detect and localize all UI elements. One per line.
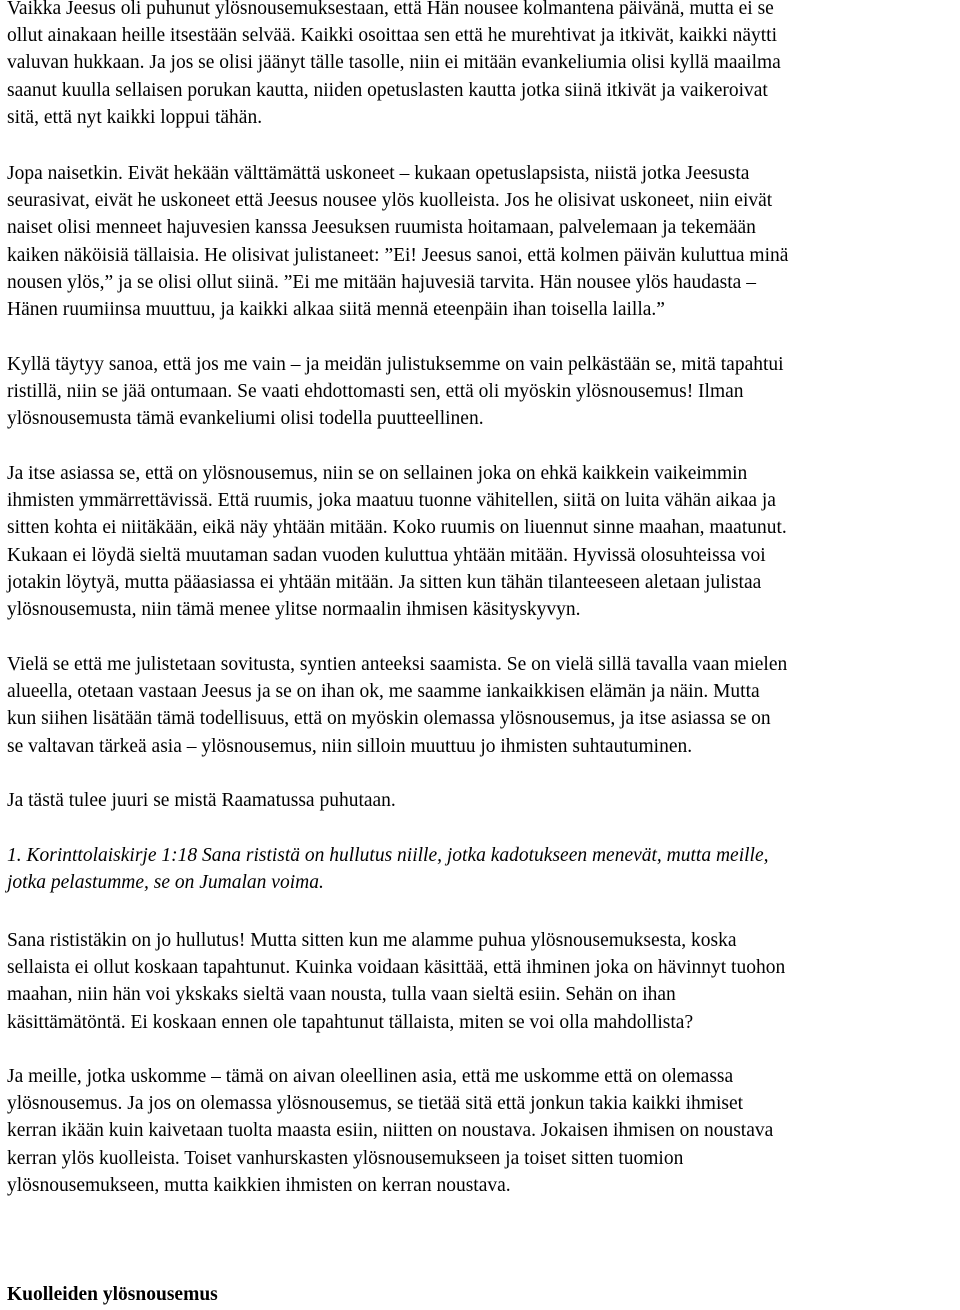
section-heading: Kuolleiden ylösnousemus: [7, 1284, 218, 1305]
paragraph-9: Ja meille, jotka uskomme – tämä on aivan oleellinen asia, että me uskomme että on olemassa ylösnousemus. Ja jos on olemassa ylösnousemus, se tietää sitä että jonkun takia kaikki ihmiset kerran ikään kuin kaivetaan tuolta maasta esiin, niitten on noustava. Jokaisen ihmisen on noustava kerran ylös kuolleista. Toiset vanhurskasten ylösnousemukseen ja toiset sitten tuomion ylösnousemukseen, mutta kaikkien ihmisten on kerran noustava.: [7, 1066, 774, 1196]
paragraph-6: Ja tästä tulee juuri se mistä Raamatussa puhutaan.: [7, 790, 396, 811]
paragraph-3: Kyllä täytyy sanoa, että jos me vain – ja meidän julistuksemme on vain pelkästään se, mitä tapahtui ristillä, niin se jää ontumaan. Se vaati ehdottomasti sen, että oli myöskin ylösnousemus! Ilman ylösnousemusta tämä evankeliumi olisi todella puutteellinen.: [7, 354, 784, 430]
paragraph-5: Vielä se että me julistetaan sovitusta, syntien anteeksi saamista. Se on vielä sillä tavalla vaan mielen alueella, otetaan vastaan Jeesus ja se on ihan ok, me saamme iankaikkisen elämän ja näin. Mutta kun siihen lisätään tämä todellisuus, että on myöskin olemassa ylösnousemus, ja itse asiassa se on se valtavan tärkeä asia – ylösnousemus, niin silloin muuttuu jo ihmisten suhtautuminen.: [7, 654, 788, 757]
paragraph-2: Jopa naisetkin. Eivät hekään välttämättä uskoneet – kukaan opetuslapsista, niistä jotka Jeesusta seurasivat, eivät he uskoneet että Jeesus nousee ylös kuolleista. Jos he olisivat uskoneet, niin eivät naiset olisi menneet hajuvesien kanssa Jeesuksen ruumista hoitamaan, palvelemaan ja tekemään kaiken näköisiä tällaisia. He olisivat julistaneet: ”Ei! Jeesus sanoi, että kolmen päivän kuluttua minä nousen ylös,” ja se olisi ollut siinä. ”Ei me mitään hajuvesiä tarvita. Hän nousee ylös haudasta – Hänen ruumiinsa muuttuu, ja kaikki alkaa siitä mennä eteenpäin ihan toisella lailla.”: [7, 163, 789, 321]
paragraph-4: Ja itse asiassa se, että on ylösnousemus, niin se on sellainen joka on ehkä kaikkein vaikeimmin ihmisten ymmärrettävissä. Että ruumis, joka maatuu tuonne vähitellen, siitä on luita vähän aikaa ja sitten kohta ei niitäkään, eikä näy yhtään mitään. Koko ruumis on liuennut sinne maahan, maatunut. Kukaan ei löydä sieltä muutaman sadan vuoden kuluttua yhtään mitään. Hyvissä olosuhteissa voi jotakin löytyä, mutta pääasiassa ei yhtään mitään. Ja sitten kun tähän tilanteeseen aletaan julistaa ylösnousemusta, niin tämä menee ylitse normaalin ihmisen käsityskyvyn.: [7, 463, 787, 621]
paragraph-8: Sana rististäkin on jo hullutus! Mutta sitten kun me alamme puhua ylösnousemuksesta, koska sellaista ei ollut koskaan tapahtunut. Kuinka voidaan käsittää, että ihminen joka on hävinnyt tuohon maahan, niin hän voi ykskaks sieltä vaan nousta, tulla vaan sieltä esiin. Sehän on ihan käsittämätöntä. Ei koskaan ennen ole tapahtunut tällaista, miten se voi olla mahdollista?: [7, 930, 786, 1033]
bible-quote: 1. Korinttolaiskirje 1:18 Sana rististä on hullutus niille, jotka kadotukseen menevät, mutta meille, jotka pelastumme, se on Jumalan voima.: [7, 845, 769, 894]
paragraph-1: Vaikka Jeesus oli puhunut ylösnousemuksestaan, että Hän nousee kolmantena päivänä, mutta ei se ollut ainakaan heille itsestään selvää. Kaikki osoittaa sen että he murehtivat ja itkivät, kaikki näytti valuvan hukkaan. Ja jos se olisi jäänyt tälle tasolle, niin ei mitään evankeliumia olisi kyllä maailma saanut kuulla sellaisen porukan kautta, niiden opetuslasten kautta jotka siinä itkivät ja vaikeroivat sitä, että nyt kaikki loppui tähän.: [7, 0, 781, 128]
